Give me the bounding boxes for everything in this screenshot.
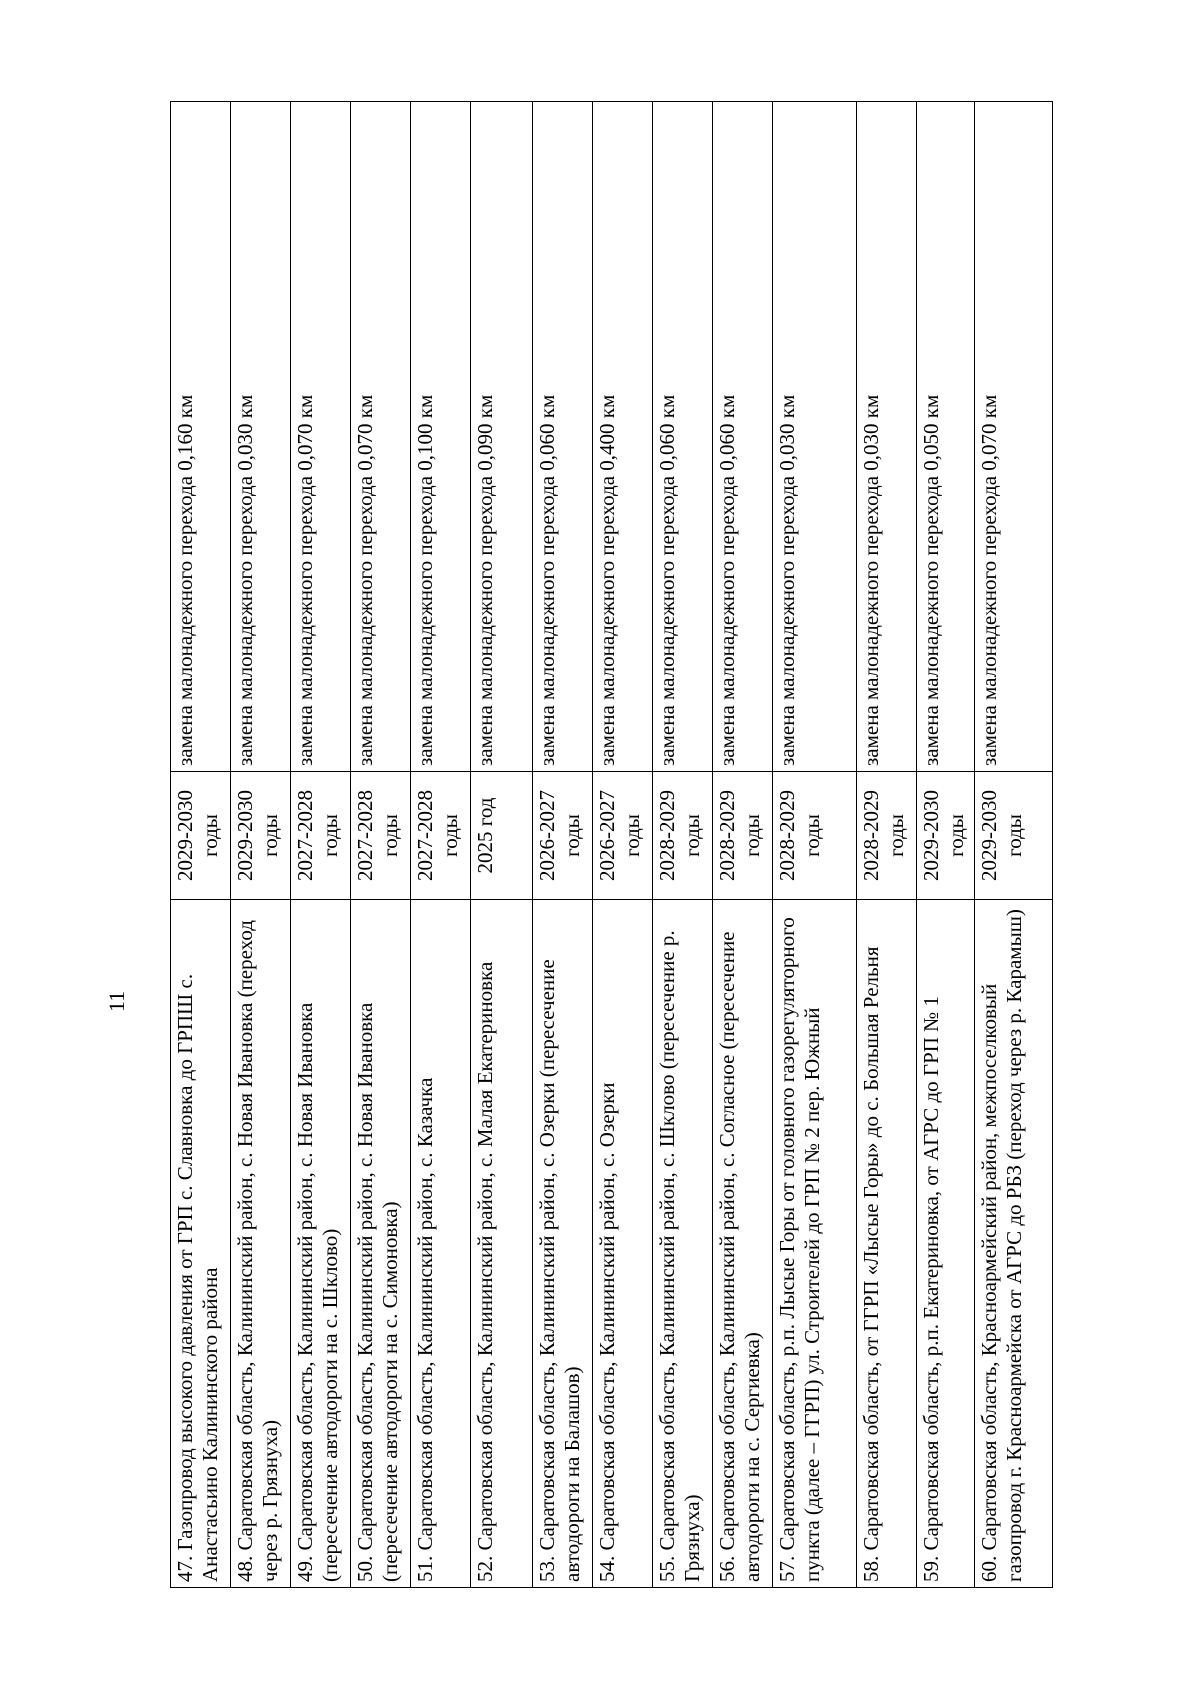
object-cell: 48. Саратовская область, Калининский район, с. Новая Ивановка (переход через р. Грязнуха) [231,900,291,1588]
object-cell: 50. Саратовская область, Калининский район, с. Новая Ивановка (пересечение автодороги на с. Симоновка) [351,900,411,1588]
works-table [170,101,1053,1588]
period-cell: 2028-2029 годы [773,772,857,900]
table-row [917,102,975,1588]
table-row [351,102,411,1588]
rotated-table-wrapper [170,102,1032,1588]
measure-cell: замена малонадежного перехода 0,070 км [291,102,351,772]
period-cell: 2027-2028 годы [291,772,351,900]
measure-cell: замена малонадежного перехода 0,100 км [411,102,471,772]
period-cell: 2025 год [471,772,533,900]
period-cell: 2028-2029 годы [653,772,713,900]
table-row [773,102,857,1588]
measure-cell: замена малонадежного перехода 0,060 км [533,102,593,772]
table-row [411,102,471,1588]
measure-cell: замена малонадежного перехода 0,050 км [917,102,975,772]
period-cell: 2029-2030 годы [231,772,291,900]
object-cell: 60. Саратовская область, Красноармейский район, межпоселковый газопровод г. Красноармейска от АГРС до РБЗ (переход через р. Карамыш) [975,900,1053,1588]
object-cell: 54. Саратовская область, Калининский район, с. Озерки [593,900,653,1588]
table-row [857,102,917,1588]
works-table-body [171,102,1053,1588]
table-row [593,102,653,1588]
object-cell: 59. Саратовская область, р.п. Екатериновка, от АГРС до ГРП № 1 [917,900,975,1588]
measure-cell: замена малонадежного перехода 0,060 км [653,102,713,772]
table-row [471,102,533,1588]
period-cell: 2029-2030 годы [917,772,975,900]
page-number: 11 [104,990,129,1012]
object-cell: 51. Саратовская область, Калининский район, с. Казачка [411,900,471,1588]
period-cell: 2028-2029 годы [857,772,917,900]
table-row [975,102,1053,1588]
table-row [291,102,351,1588]
object-cell: 57. Саратовская область, р.п. Лысые Горы от головного газорегуляторного пункта (далее – ГГРП) ул. Строителей до ГРП № 2 пер. Южный [773,900,857,1588]
measure-cell: замена малонадежного перехода 0,160 км [171,102,231,772]
measure-cell: замена малонадежного перехода 0,030 км [773,102,857,772]
measure-cell: замена малонадежного перехода 0,030 км [857,102,917,772]
object-cell: 58. Саратовская область, от ГГРП «Лысые Горы» до с. Большая Рельня [857,900,917,1588]
object-cell: 49. Саратовская область, Калининский район, с. Новая Ивановка (пересечение автодороги на с. Шклово) [291,900,351,1588]
measure-cell: замена малонадежного перехода 0,090 км [471,102,533,772]
period-cell: 2029-2030 годы [171,772,231,900]
measure-cell: замена малонадежного перехода 0,400 км [593,102,653,772]
period-cell: 2026-2027 годы [533,772,593,900]
measure-cell: замена малонадежного перехода 0,060 км [713,102,773,772]
table-row [171,102,231,1588]
table-row [231,102,291,1588]
table-row [713,102,773,1588]
table-row [653,102,713,1588]
period-cell: 2029-2030 годы [975,772,1053,900]
object-cell: 52. Саратовская область, Калининский район, с. Малая Екатериновка [471,900,533,1588]
period-cell: 2026-2027 годы [593,772,653,900]
measure-cell: замена малонадежного перехода 0,070 км [351,102,411,772]
measure-cell: замена малонадежного перехода 0,030 км [231,102,291,772]
period-cell: 2027-2028 годы [411,772,471,900]
object-cell: 47. Газопровод высокого давления от ГРП с. Славновка до ГРПШ с. Анастасьино Калининского района [171,900,231,1588]
measure-cell: замена малонадежного перехода 0,070 км [975,102,1053,772]
object-cell: 53. Саратовская область, Калининский район, с. Озерки (пересечение автодороги на Балашов) [533,900,593,1588]
table-row [533,102,593,1588]
object-cell: 55. Саратовская область, Калининский район, с. Шклово (пересечение р. Грязнуха) [653,900,713,1588]
object-cell: 56. Саратовская область, Калининский район, с. Согласное (пересечение автодороги на с. Сергиевка) [713,900,773,1588]
period-cell: 2027-2028 годы [351,772,411,900]
period-cell: 2028-2029 годы [713,772,773,900]
